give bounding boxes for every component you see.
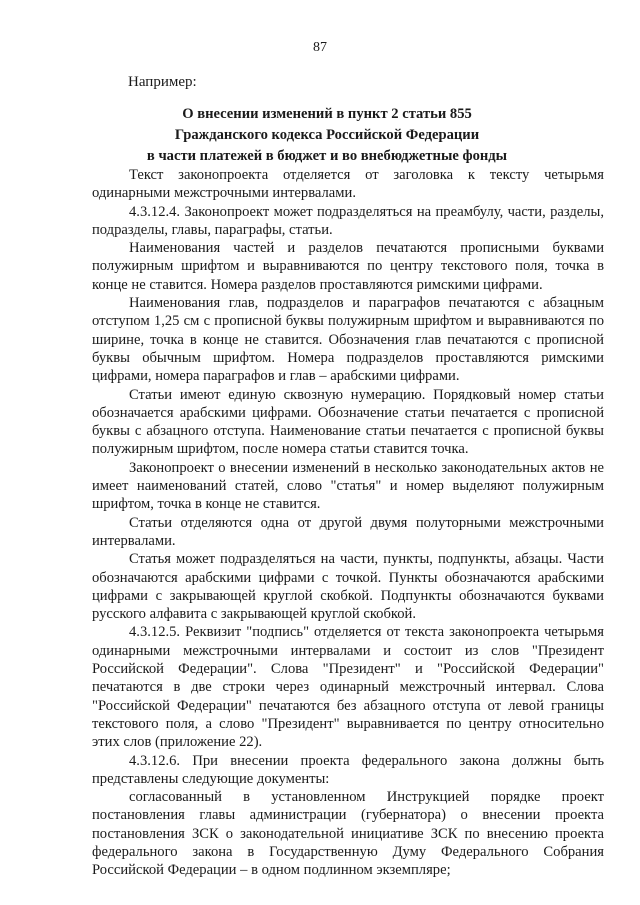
heading-line-3: в части платежей в бюджет и во внебюджетные фонды bbox=[146, 148, 508, 164]
paragraph: согласованный в установленном Инструкцией порядке проект постановления главы администрации (губернатора) о внесении проекта постановления ЗСК о законодательной инициативе ЗСК по внесению проекта федерального закона в Государственную Думу Федерального Собрания Российской Федерации – в одном подлинном экземпляре; bbox=[92, 789, 604, 879]
paragraph: Законопроект о внесении изменений в несколько законодательных актов не имеет наименований статей, слово "статья" и номер выделяют полужирным шрифтом, точка в конце не ставится. bbox=[92, 459, 604, 513]
paragraph: Наименования глав, подразделов и параграфов печатаются с абзацным отступом 1,25 см с прописной буквы полужирным шрифтом и выравниваются по ширине, точка в конце не ставится. Обозначения глав печатаются с прописной буквы обычным шрифтом. Номера подразделов проставляются римскими цифрами, номера параграфов и глав – арабскими цифрами. bbox=[92, 295, 604, 385]
paragraph: Статьи отделяются одна от другой двумя полуторными межстрочными интервалами. bbox=[92, 514, 604, 549]
body-text bbox=[92, 166, 604, 880]
paragraph: 4.3.12.5. Реквизит "подпись" отделяется от текста законопроекта четырьмя одинарными межстрочными интервалами и состоит из слов "Президент Российской Федерации". Слова "Президент" и "Российской Федерации" печатаются в две строки через одинарный межстрочный интервал. Слова "Российской Федерации" печатаются без абзацного отступа от левой границы текстового поля, а слово "Президент" выравнивается по центру относительно этих слов (приложение 22). bbox=[92, 624, 604, 751]
page-number: 87 bbox=[313, 40, 327, 55]
paragraph: Текст законопроекта отделяется от заголовка к тексту четырьмя одинарными межстрочными интервалами. bbox=[92, 167, 604, 202]
paragraph: 4.3.12.6. При внесении проекта федерального закона должны быть представлены следующие документы: bbox=[92, 752, 604, 787]
paragraph: Наименования частей и разделов печатаются прописными буквами полужирным шрифтом и выравниваются по центру текстового поля, точка в конце не ставится. Номера разделов проставляются римскими цифрами. bbox=[92, 240, 604, 293]
heading-line-1: О внесении изменений в пункт 2 статьи 855 bbox=[182, 106, 472, 122]
paragraph: Статьи имеют единую сквозную нумерацию. Порядковый номер статьи обозначается арабскими цифрами. Обозначение статьи печатается с прописной буквы с абзацного отступа. Наименование статьи печатается с прописной буквы полужирным шрифтом, после номера статьи ставится точка. bbox=[92, 386, 604, 458]
example-label: Например: bbox=[128, 74, 197, 90]
paragraph: 4.3.12.4. Законопроект может подразделяться на преамбулу, части, разделы, подразделы, главы, параграфы, статьи. bbox=[92, 203, 604, 238]
heading-line-2: Гражданского кодекса Российской Федерации bbox=[174, 127, 480, 143]
paragraph: Статья может подразделяться на части, пункты, подпункты, абзацы. Части обозначаются арабскими цифрами с точкой. Пункты обозначаются арабскими цифрами с закрывающей круглой скобкой. Подпункты обозначаются буквами русского алфавита с закрывающей круглой скобкой. bbox=[92, 551, 604, 623]
example-heading bbox=[92, 104, 562, 167]
